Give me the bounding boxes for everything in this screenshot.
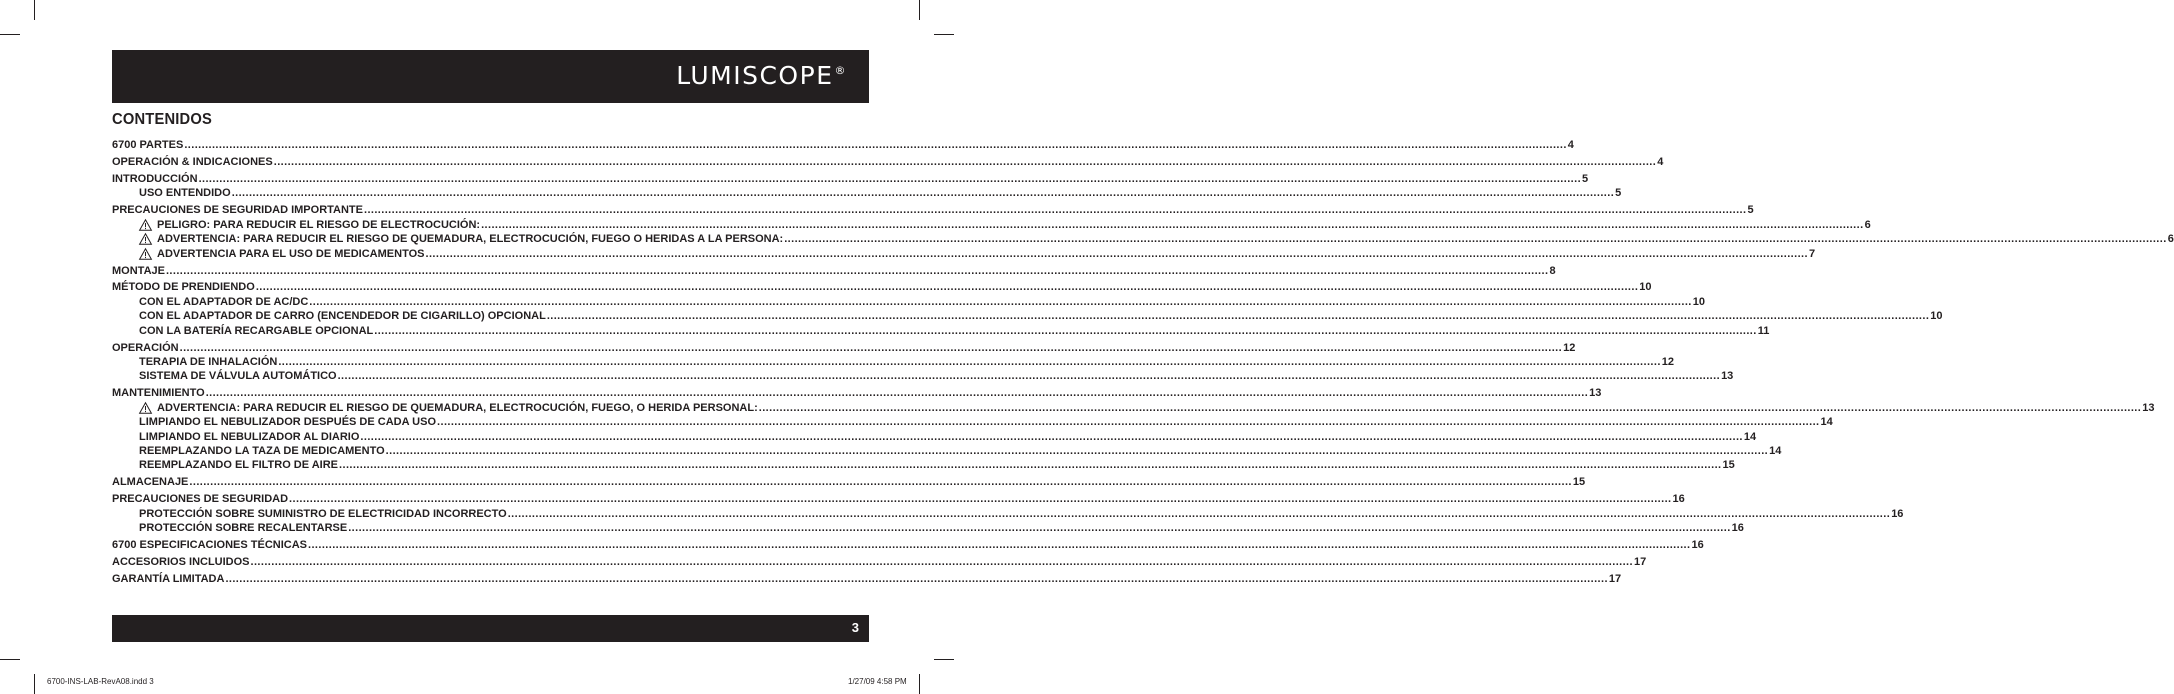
toc-entry-label: CON LA BATERÍA RECARGABLE OPCIONAL — [139, 324, 374, 337]
toc-entry-label: PELIGRO: PARA REDUCIR EL RIESGO DE ELECTROCUCIÓN: — [157, 218, 481, 231]
brand-logo — [676, 61, 847, 90]
toc-entry[interactable] — [112, 309, 1943, 323]
toc-entry-label: ADVERTENCIA: PARA REDUCIR EL RIESGO DE QUEMADURA, ELECTROCUCIÓN, FUEGO O HERIDAS A LA PERSONA: — [157, 233, 784, 246]
crop-mark-top-right-v — [919, 0, 920, 20]
toc-entry-page: 15 — [1722, 459, 1735, 472]
toc-entry[interactable] — [112, 430, 1757, 444]
footer-bar — [112, 615, 869, 642]
toc-entry-page: 4 — [1657, 155, 1664, 168]
toc-entry-label: MANTENIMIENTO — [112, 387, 205, 400]
crop-mark-bottom-left-h — [0, 659, 20, 660]
dot-leader: ................................................................................................................................................................................................................................................................................................................................................................................................................ — [363, 204, 1747, 217]
page-number: 3 — [851, 620, 859, 635]
toc-entry[interactable] — [112, 232, 2174, 246]
dot-leader: ................................................................................................................................................................................................................................................................................................................................................................................................................ — [758, 401, 2142, 414]
toc-entry-page: 5 — [1582, 172, 1589, 185]
toc-entry-page: 10 — [1692, 295, 1705, 308]
toc-entry-label: PROTECCIÓN SOBRE RECALENTARSE — [139, 522, 348, 535]
toc-entry-page: 12 — [1661, 356, 1675, 369]
dot-leader: ................................................................................................................................................................................................................................................................................................................................................................................................................ — [289, 493, 1672, 506]
toc-entry-label: TERAPIA DE INHALACIÓN — [139, 356, 278, 369]
toc-entry-page: 16 — [1672, 493, 1685, 506]
toc-entry-page: 6 — [2167, 233, 2174, 246]
dot-leader: ................................................................................................................................................................................................................................................................................................................................................................................................................ — [308, 539, 1691, 552]
crop-mark-bottom-right-h — [934, 659, 954, 660]
dot-leader: ................................................................................................................................................................................................................................................................................................................................................................................................................ — [507, 507, 1891, 520]
toc-entry[interactable] — [112, 203, 1754, 217]
toc-entry-label: OPERACIÓN — [112, 341, 179, 354]
toc-entry[interactable] — [112, 444, 1782, 458]
toc-entry-label: ACCESORIOS INCLUIDOS — [112, 556, 250, 569]
dot-leader: ................................................................................................................................................................................................................................................................................................................................................................................................................ — [481, 218, 1864, 231]
dot-leader: ................................................................................................................................................................................................................................................................................................................................................................................................................ — [273, 155, 1657, 168]
warning-icon — [139, 402, 152, 414]
toc-entry-page: 5 — [1747, 204, 1754, 217]
toc-entry-label: OPERACIÓN & INDICACIONES — [112, 155, 273, 168]
dot-leader: ................................................................................................................................................................................................................................................................................................................................................................................................................ — [546, 310, 1930, 323]
dot-leader: ................................................................................................................................................................................................................................................................................................................................................................................................................ — [374, 324, 1757, 337]
toc-entry-page: 10 — [1639, 281, 1652, 294]
toc-entry-page: 13 — [2142, 401, 2155, 414]
toc-entry-label: SISTEMA DE VÁLVULA AUTOMÁTICO — [139, 370, 337, 383]
crop-mark-top-left-h — [0, 34, 20, 35]
toc-entry-page: 13 — [1721, 370, 1734, 383]
toc-entry-label: ADVERTENCIA: PARA REDUCIR EL RIESGO DE QUEMADURA, ELECTROCUCIÓN, FUEGO, O HERIDA PERSONAL: — [157, 401, 758, 414]
toc-entry-label: PRECAUCIONES DE SEGURIDAD IMPORTANTE — [112, 204, 363, 217]
toc-entry[interactable] — [112, 401, 2155, 415]
toc-entry-page: 4 — [1567, 139, 1574, 151]
toc-entry-label: INTRODUCCIÓN — [112, 172, 198, 185]
toc-entry-page: 17 — [1608, 573, 1622, 586]
toc-entry[interactable] — [112, 172, 1589, 186]
table-of-contents — [112, 138, 2174, 586]
toc-entry[interactable] — [112, 555, 1647, 569]
dot-leader: ................................................................................................................................................................................................................................................................................................................................................................................................................ — [189, 476, 1572, 489]
toc-entry-label: LIMPIANDO EL NEBULIZADOR DESPUÉS DE CADA USO — [139, 416, 437, 429]
dot-leader: ................................................................................................................................................................................................................................................................................................................................................................................................................ — [198, 172, 1582, 185]
toc-entry-page: 11 — [1757, 324, 1770, 337]
dot-leader: ................................................................................................................................................................................................................................................................................................................................................................................................................ — [165, 264, 1549, 277]
warning-icon — [139, 233, 152, 245]
toc-entry[interactable] — [112, 538, 1704, 552]
toc-entry[interactable] — [112, 295, 1705, 309]
toc-entry-page: 8 — [1549, 264, 1556, 277]
toc-entry-page: 16 — [1731, 522, 1744, 535]
toc-entry[interactable] — [112, 521, 1744, 535]
toc-entry-page: 14 — [1743, 430, 1757, 443]
toc-entry-page: 16 — [1891, 507, 1904, 520]
dot-leader: ................................................................................................................................................................................................................................................................................................................................................................................................................ — [184, 139, 1567, 151]
toc-entry-label: PROTECCIÓN SOBRE SUMINISTRO DE ELECTRICIDAD INCORRECTO — [139, 507, 507, 520]
toc-entry[interactable] — [112, 355, 1675, 369]
toc-entry[interactable] — [112, 458, 1735, 472]
toc-entry-label: ALMACENAJE — [112, 476, 189, 489]
toc-entry-page: 5 — [1615, 187, 1622, 200]
toc-entry-page: 7 — [1808, 247, 1816, 260]
toc-entry[interactable] — [112, 492, 1685, 506]
toc-entry[interactable] — [112, 218, 1871, 232]
toc-entry-label: 6700 PARTES — [112, 139, 184, 151]
warning-icon — [139, 219, 152, 231]
toc-entry-page: 10 — [1930, 310, 1943, 323]
dot-leader: ................................................................................................................................................................................................................................................................................................................................................................................................................ — [225, 573, 1608, 586]
brand-name: LUMISCOPE — [676, 61, 834, 90]
dot-leader: ................................................................................................................................................................................................................................................................................................................................................................................................................ — [179, 341, 1563, 354]
dot-leader: ................................................................................................................................................................................................................................................................................................................................................................................................................ — [205, 387, 1589, 400]
toc-entry-label: GARANTÍA LIMITADA — [112, 573, 225, 586]
toc-entry[interactable] — [112, 341, 1576, 355]
dot-leader: ................................................................................................................................................................................................................................................................................................................................................................................................................ — [309, 295, 1692, 308]
toc-entry-label: REEMPLAZANDO LA TAZA DE MEDICAMENTO — [139, 444, 385, 457]
dot-leader: ................................................................................................................................................................................................................................................................................................................................................................................................................ — [231, 187, 1615, 200]
dot-leader: ................................................................................................................................................................................................................................................................................................................................................................................................................ — [784, 233, 2167, 246]
dot-leader: ................................................................................................................................................................................................................................................................................................................................................................................................................ — [339, 459, 1722, 472]
dot-leader: ................................................................................................................................................................................................................................................................................................................................................................................................................ — [337, 370, 1721, 383]
toc-entry[interactable] — [112, 264, 1556, 278]
dot-leader: ................................................................................................................................................................................................................................................................................................................................................................................................................ — [425, 247, 1808, 260]
toc-entry-label: MONTAJE — [112, 264, 165, 277]
slug-date: 1/27/09 4:58 PM — [848, 677, 907, 686]
toc-entry-page: 15 — [1572, 476, 1586, 489]
toc-entry-label: LIMPIANDO EL NEBULIZADOR AL DIARIO — [139, 430, 360, 443]
toc-entry[interactable] — [112, 386, 1602, 400]
toc-entry-label: USO ENTENDIDO — [139, 187, 231, 200]
crop-mark-bottom-left-v — [34, 674, 35, 694]
toc-entry-label: 6700 ESPECIFICACIONES TÉCNICAS — [112, 539, 307, 552]
toc-entry[interactable] — [112, 324, 1770, 338]
dot-leader: ................................................................................................................................................................................................................................................................................................................................................................................................................ — [385, 444, 1769, 457]
toc-entry[interactable] — [112, 572, 1622, 586]
toc-entry-label: ADVERTENCIA PARA EL USO DE MEDICAMENTOS — [157, 247, 425, 260]
warning-icon — [139, 248, 152, 260]
dot-leader: ................................................................................................................................................................................................................................................................................................................................................................................................................ — [250, 556, 1633, 569]
toc-entry-label: REEMPLAZANDO EL FILTRO DE AIRE — [139, 459, 339, 472]
toc-entry[interactable] — [112, 475, 1586, 489]
slug-file: 6700-INS-LAB-RevA08.indd 3 — [47, 677, 154, 686]
toc-entry[interactable] — [112, 247, 1816, 261]
dot-leader: ................................................................................................................................................................................................................................................................................................................................................................................................................ — [348, 522, 1731, 535]
toc-entry-page: 14 — [1769, 444, 1782, 457]
toc-entry[interactable] — [112, 155, 1664, 169]
header-bar — [112, 50, 869, 103]
toc-entry-label: MÉTODO DE PRENDIENDO — [112, 281, 255, 294]
toc-entry[interactable] — [112, 186, 1622, 200]
crop-mark-bottom-right-v — [919, 674, 920, 694]
toc-entry-page: 17 — [1633, 556, 1647, 569]
dot-leader: ................................................................................................................................................................................................................................................................................................................................................................................................................ — [437, 416, 1820, 429]
toc-entry-label: CON EL ADAPTADOR DE AC/DC — [139, 295, 309, 308]
dot-leader: ................................................................................................................................................................................................................................................................................................................................................................................................................ — [360, 430, 1743, 443]
section-title: CONTENIDOS — [112, 111, 212, 128]
toc-entry-label: CON EL ADAPTADOR DE CARRO (ENCENDEDOR DE CIGARILLO) OPCIONAL — [139, 310, 546, 323]
toc-entry[interactable] — [112, 507, 1904, 521]
dot-leader: ................................................................................................................................................................................................................................................................................................................................................................................................................ — [278, 356, 1661, 369]
toc-entry-label: PRECAUCIONES DE SEGURIDAD — [112, 493, 289, 506]
dot-leader: ................................................................................................................................................................................................................................................................................................................................................................................................................ — [255, 281, 1639, 294]
crop-mark-top-right-h — [934, 34, 954, 35]
toc-entry-page: 14 — [1820, 416, 1833, 429]
toc-entry[interactable] — [112, 138, 1574, 152]
toc-entry-page: 13 — [1589, 387, 1602, 400]
toc-entry[interactable] — [112, 280, 1652, 294]
registered-mark: ® — [834, 64, 847, 77]
toc-entry[interactable] — [112, 415, 1833, 429]
crop-mark-top-left-v — [34, 0, 35, 20]
toc-entry[interactable] — [112, 369, 1734, 383]
toc-entry-page: 16 — [1691, 539, 1704, 552]
toc-entry-page: 6 — [1864, 218, 1871, 231]
toc-entry-page: 12 — [1563, 341, 1576, 354]
